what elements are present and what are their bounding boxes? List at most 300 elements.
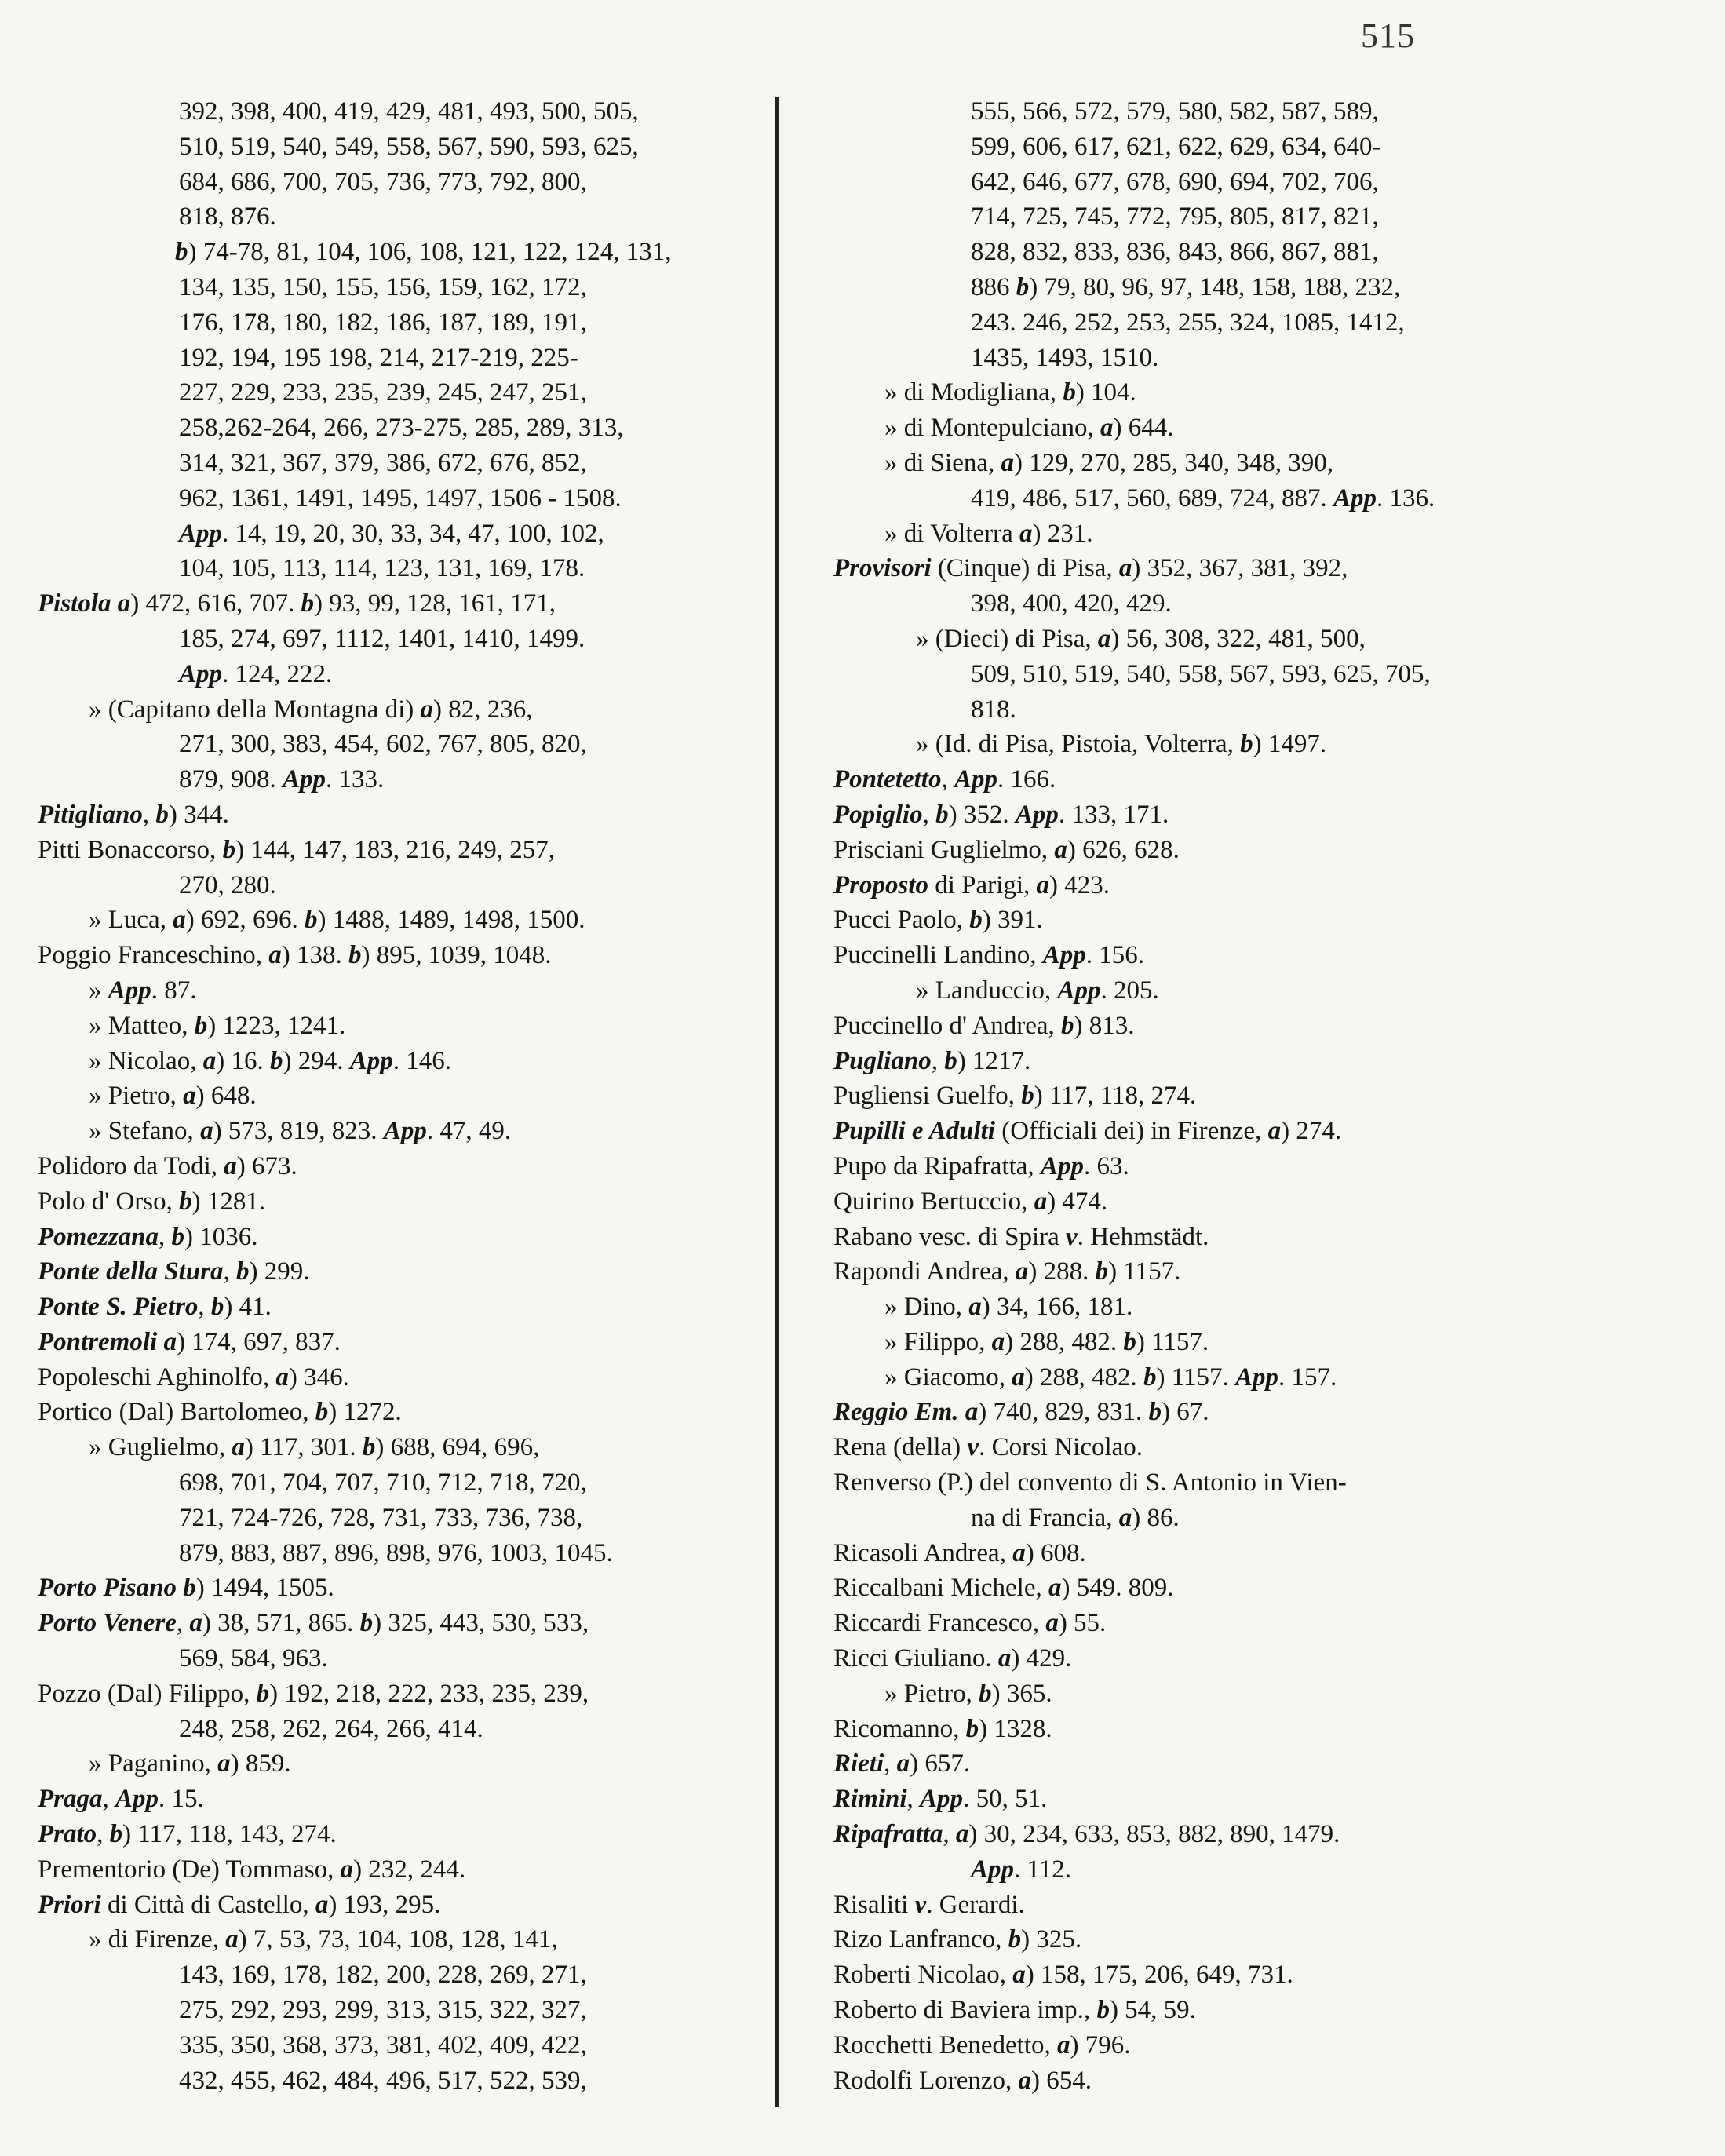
index-text: Puccinelli Landino, — [833, 941, 1043, 970]
index-text: ) 56, 308, 322, 481, 500, — [1110, 624, 1366, 653]
index-text: Polidoro da Todi, — [38, 1151, 224, 1180]
index-text: » di Siena, — [884, 448, 1001, 477]
index-term: App — [179, 659, 223, 688]
index-term: b — [1096, 1996, 1110, 2025]
index-term: a — [1118, 1503, 1132, 1532]
index-text: ) 158, 175, 206, 649, 731. — [1025, 1961, 1293, 1990]
index-text: Pucci Paolo, — [833, 906, 970, 935]
index-term: Proposto — [833, 870, 929, 899]
index-line-left — [38, 94, 775, 130]
index-text: ) 429. — [1011, 1644, 1072, 1673]
index-text: 510, 519, 540, 549, 558, 567, 590, 593, 625, — [179, 132, 639, 161]
index-term: Porto Pisano — [38, 1574, 177, 1603]
index-term: b — [1143, 1363, 1157, 1392]
index-line-right — [833, 1712, 1697, 1747]
index-line-right — [833, 1817, 1697, 1852]
index-text: Puccinello d' Andrea, — [833, 1011, 1062, 1040]
index-term: b — [175, 238, 188, 267]
index-term: Pomezzana — [38, 1222, 159, 1251]
index-text: ) 472, 616, 707. — [130, 589, 301, 618]
index-text: na di Francia, — [971, 1503, 1119, 1532]
index-line-left — [38, 1254, 775, 1290]
index-term: b — [155, 800, 169, 829]
index-text: » Stefano, — [89, 1117, 201, 1146]
index-line-right — [833, 1078, 1697, 1114]
index-text: Pupo da Ripafratta, — [833, 1151, 1041, 1180]
index-text: ) 1272. — [328, 1398, 402, 1427]
index-line-right — [833, 903, 1697, 938]
index-line-right — [833, 1009, 1697, 1044]
index-line-right — [833, 833, 1697, 868]
index-text: , — [102, 1785, 115, 1814]
index-text: . 133, 171. — [1058, 800, 1169, 829]
index-text: , — [142, 800, 156, 829]
index-line-right — [833, 235, 1697, 270]
index-term: App — [1015, 800, 1059, 829]
index-line-left — [38, 270, 775, 305]
index-line-left — [38, 1395, 775, 1430]
index-term: b — [1123, 1327, 1136, 1356]
index-text: Prisciani Guglielmo, — [833, 835, 1055, 864]
index-term: App — [1234, 1363, 1278, 1392]
index-text: 886 — [971, 272, 1016, 301]
index-line-right — [833, 481, 1697, 516]
index-term: Priori — [38, 1890, 101, 1919]
index-text: ) 192, 218, 222, 233, 235, 239, — [269, 1679, 589, 1708]
index-line-left — [38, 410, 775, 446]
index-text: Rabano vesc. di Spira — [833, 1222, 1067, 1251]
index-text: Polo d' Orso, — [38, 1187, 180, 1216]
index-line-right — [833, 270, 1697, 305]
index-text: 185, 274, 697, 1112, 1401, 1410, 1499. — [179, 624, 585, 653]
index-line-left — [38, 657, 775, 692]
index-text: » Landuccio, — [916, 976, 1058, 1005]
index-text: . 63. — [1083, 1151, 1129, 1180]
index-text: ) 1223, 1241. — [207, 1011, 346, 1040]
index-line-left — [38, 1888, 775, 1923]
index-term: App — [349, 1046, 393, 1075]
index-text: 275, 292, 293, 299, 313, 315, 322, 327, — [179, 1996, 587, 2025]
index-text: » (Dieci) di Pisa, — [916, 624, 1098, 653]
index-term: App — [283, 765, 326, 794]
index-term: Praga — [38, 1785, 103, 1814]
index-term: Pistola — [38, 589, 111, 618]
index-line-right — [833, 622, 1697, 657]
index-text: ) 344. — [168, 800, 229, 829]
index-line-left — [38, 551, 775, 586]
index-line-left — [38, 1501, 775, 1536]
index-line-right — [833, 551, 1697, 586]
index-text: Risaliti — [833, 1890, 915, 1919]
index-term: Reggio Em. — [833, 1398, 959, 1427]
index-line-right — [833, 1993, 1697, 2028]
index-text: » Guglielmo, — [89, 1433, 232, 1462]
index-text: 227, 229, 233, 235, 239, 245, 247, 251, — [179, 378, 587, 407]
index-term: a — [340, 1855, 354, 1884]
index-term: App — [1040, 1151, 1084, 1180]
index-text: . 47, 49. — [426, 1117, 512, 1146]
index-line-left — [38, 1852, 775, 1888]
index-line-left — [38, 516, 775, 552]
index-text: ) 549. 809. — [1061, 1574, 1174, 1603]
index-text: ) 644. — [1113, 414, 1174, 443]
index-line-left — [38, 727, 775, 762]
index-text: 392, 398, 400, 419, 429, 481, 493, 500, 505, — [179, 97, 639, 126]
index-line-right — [833, 1606, 1697, 1641]
index-line-right — [833, 375, 1697, 410]
index-line-left — [38, 938, 775, 973]
index-term: a — [225, 1925, 239, 1954]
index-term: a — [232, 1433, 245, 1462]
index-text: , — [223, 1257, 237, 1286]
index-text: 419, 486, 517, 560, 689, 724, 887. — [971, 483, 1333, 513]
index-text: 698, 701, 704, 707, 710, 712, 718, 720, — [179, 1468, 587, 1498]
index-line-right — [833, 797, 1697, 833]
index-line-left — [38, 165, 775, 200]
index-line-left — [38, 586, 775, 622]
index-term: b — [1061, 1011, 1074, 1040]
index-term: b — [362, 1433, 376, 1462]
index-line-left — [38, 1149, 775, 1184]
index-text: 176, 178, 180, 182, 186, 187, 189, 191, — [179, 308, 587, 337]
index-line-right — [833, 1746, 1697, 1782]
index-text: ) 740, 829, 831. — [978, 1398, 1149, 1427]
index-text: 314, 321, 367, 379, 386, 672, 676, 852, — [179, 448, 587, 477]
index-text: » Pietro, — [89, 1082, 184, 1111]
index-line-left — [38, 1290, 775, 1325]
index-text: di Parigi, — [928, 870, 1037, 899]
index-text: ) 1497. — [1253, 730, 1327, 759]
index-line-left — [38, 481, 775, 516]
index-term: b — [1016, 272, 1030, 301]
index-term: App — [383, 1117, 427, 1146]
index-text: ) 144, 147, 183, 216, 249, 257, — [235, 835, 556, 864]
index-text: Riccalbani Michele, — [833, 1574, 1048, 1603]
index-line-left — [38, 692, 775, 728]
index-term: b — [236, 1257, 250, 1286]
index-line-right — [833, 1114, 1697, 1149]
index-text: 599, 606, 617, 621, 622, 629, 634, 640- — [971, 132, 1381, 161]
index-text: , — [943, 1820, 956, 1849]
index-text: » di Firenze, — [89, 1925, 226, 1954]
index-text: . 15. — [159, 1785, 204, 1814]
index-text: 569, 584, 963. — [179, 1644, 328, 1673]
index-term: b — [1148, 1398, 1162, 1427]
index-term: b — [965, 1714, 979, 1743]
index-line-left — [38, 1746, 775, 1782]
index-term: a — [896, 1749, 910, 1778]
index-term: a — [1012, 1961, 1026, 1990]
index-term: b — [969, 906, 983, 935]
index-text: » di Volterra — [884, 519, 1020, 548]
index-text: 335, 350, 368, 373, 381, 402, 409, 422, — [179, 2030, 587, 2059]
index-text: ) 288, 482. — [1005, 1327, 1124, 1356]
index-text: ) 688, 694, 696, — [375, 1433, 540, 1462]
index-term: App — [179, 519, 223, 548]
index-term: b — [304, 906, 318, 935]
index-term: a — [1001, 448, 1014, 477]
index-line-left — [38, 833, 775, 868]
index-line-right — [833, 1395, 1697, 1430]
index-text: 243. 246, 252, 253, 255, 324, 1085, 1412, — [971, 308, 1405, 337]
index-text: Ricomanno, — [833, 1714, 966, 1743]
index-term: a — [1057, 2030, 1070, 2059]
index-term: Provisori — [833, 554, 932, 583]
index-term: App — [920, 1785, 964, 1814]
index-text: 714, 725, 745, 772, 795, 805, 817, 821, — [971, 202, 1379, 232]
index-term: a — [1097, 624, 1111, 653]
index-line-left — [38, 973, 775, 1009]
index-term: a — [1054, 835, 1067, 864]
index-text: ) 657. — [910, 1749, 971, 1778]
index-term: a — [955, 1820, 969, 1849]
index-term: Rimini — [833, 1785, 907, 1814]
index-text: ) 391. — [982, 906, 1043, 935]
index-line-right — [833, 1465, 1697, 1501]
index-term: a — [200, 1117, 213, 1146]
index-text: Rizo Lanfranco, — [833, 1925, 1008, 1954]
index-text: » Filippo, — [884, 1327, 992, 1356]
index-term: Pugliano — [833, 1046, 932, 1075]
index-line-right — [833, 305, 1697, 341]
index-term: b — [109, 1820, 123, 1849]
index-line-left — [38, 1676, 775, 1712]
index-text: » Paganino, — [89, 1749, 218, 1778]
index-text: . Hehmstädt. — [1077, 1222, 1209, 1251]
index-line-left — [38, 2028, 775, 2063]
index-line-right — [833, 657, 1697, 692]
index-line-left — [38, 1957, 775, 1993]
index-term: b — [210, 1293, 224, 1322]
index-line-right — [833, 1325, 1697, 1360]
index-line-right — [833, 1430, 1697, 1465]
index-term: b — [301, 589, 315, 618]
index-text: ) 82, 236, — [432, 695, 533, 724]
index-text: ) 294. — [283, 1046, 350, 1075]
index-line-left — [38, 1641, 775, 1676]
index-text: , — [159, 1222, 172, 1251]
index-text: ) 7, 53, 73, 104, 108, 128, 141, — [238, 1925, 558, 1954]
index-term: a — [224, 1151, 237, 1180]
index-text: Portico (Dal) Bartolomeo, — [38, 1398, 315, 1427]
index-text: . 205. — [1100, 976, 1159, 1005]
index-term: b — [979, 1679, 992, 1708]
index-text: . 124, 222. — [222, 659, 333, 688]
index-text: 642, 646, 677, 678, 690, 694, 702, 706, — [971, 167, 1379, 196]
index-term: App — [954, 765, 997, 794]
index-text: ) 423. — [1049, 870, 1110, 899]
index-line-left — [38, 762, 775, 797]
index-term: b — [935, 800, 949, 829]
index-term: Ripafratta — [833, 1820, 943, 1849]
index-line-left — [38, 1360, 775, 1395]
index-line-left — [38, 797, 775, 833]
index-text: ) 1157. — [1136, 1327, 1209, 1356]
index-text: Rena (della) — [833, 1433, 968, 1462]
index-term: a — [420, 695, 433, 724]
index-text: ) 573, 819, 823. — [213, 1117, 384, 1146]
index-text: ) 813. — [1074, 1011, 1135, 1040]
index-text: ) 288, 482. — [1024, 1363, 1143, 1392]
index-text: . 87. — [151, 976, 197, 1005]
index-text: 818, 876. — [179, 202, 276, 232]
index-text: 721, 724-726, 728, 731, 733, 736, 738, — [179, 1503, 583, 1532]
index-text: » di Modigliana, — [884, 378, 1063, 407]
index-text: 104, 105, 113, 114, 123, 131, 169, 178. — [179, 554, 585, 583]
index-line-left — [38, 1536, 775, 1571]
index-text: Prementorio (De) Tommaso, — [38, 1855, 341, 1884]
index-term: a — [1036, 870, 1050, 899]
index-line-right — [833, 199, 1697, 235]
index-line-left — [38, 1606, 775, 1641]
index-term: a — [965, 1398, 979, 1427]
index-text: ) 346. — [288, 1363, 349, 1392]
index-text: 684, 686, 700, 705, 736, 773, 792, 800, — [179, 167, 587, 196]
index-text: ) 41. — [224, 1293, 272, 1322]
index-text: ) 1328. — [979, 1714, 1052, 1743]
index-term: b — [359, 1609, 374, 1638]
index-text: 192, 194, 195 198, 214, 217-219, 225- — [179, 343, 578, 372]
index-text: Pugliensi Guelfo, — [833, 1082, 1022, 1111]
index-text: 270, 280. — [179, 870, 276, 899]
index-text: Ricci Giuliano. — [833, 1644, 998, 1673]
index-term: b — [269, 1046, 283, 1075]
index-text: . 156. — [1085, 941, 1144, 970]
index-text: . 136. — [1377, 483, 1435, 513]
index-text: . 166. — [997, 765, 1056, 794]
index-text: ) 34, 166, 181. — [981, 1293, 1133, 1322]
index-term: a — [275, 1363, 289, 1392]
index-text — [177, 1574, 183, 1602]
index-term: Rieti — [833, 1749, 884, 1778]
index-term: a — [202, 1046, 217, 1075]
index-text: ) 16. — [216, 1046, 270, 1075]
index-term: a — [173, 906, 186, 935]
index-term: a — [268, 941, 282, 970]
index-line-right — [833, 130, 1697, 165]
index-line-right — [833, 446, 1697, 481]
index-term: App — [1042, 941, 1086, 970]
index-term: b — [194, 1011, 208, 1040]
index-term: b — [944, 1046, 957, 1075]
index-text: ) 654. — [1031, 2066, 1092, 2095]
index-line-left — [38, 341, 775, 376]
index-line-left — [38, 1465, 775, 1501]
index-text: ) 859. — [230, 1749, 291, 1778]
index-text: ) 1488, 1489, 1498, 1500. — [317, 906, 585, 935]
index-text: ) 117, 118, 274. — [1034, 1082, 1197, 1111]
index-text: Rapondi Andrea, — [833, 1257, 1016, 1286]
index-text: 134, 135, 150, 155, 156, 159, 162, 172, — [179, 272, 587, 301]
index-term: a — [111, 589, 131, 618]
index-term: a — [968, 1293, 982, 1322]
index-text: 1435, 1493, 1510. — [971, 343, 1159, 372]
index-term: a — [1015, 1257, 1029, 1286]
index-line-right — [833, 973, 1697, 1009]
index-term: a — [1012, 1363, 1025, 1392]
index-line-left — [38, 1114, 775, 1149]
index-text: ) 38, 571, 865. — [202, 1609, 360, 1638]
index-text: ) 79, 80, 96, 97, 148, 158, 188, 232, — [1029, 272, 1401, 301]
index-column-left — [38, 94, 775, 2098]
index-text: ) 30, 234, 633, 853, 882, 890, 1479. — [968, 1820, 1340, 1849]
index-term: a — [1034, 1187, 1048, 1216]
index-text: ) 648. — [195, 1082, 257, 1111]
index-text: ) 117, 118, 143, 274. — [122, 1820, 337, 1849]
index-term: v — [967, 1433, 979, 1462]
index-line-right — [833, 692, 1697, 728]
index-term: a — [189, 1609, 202, 1638]
index-term: Prato — [38, 1820, 97, 1849]
index-term: a — [1118, 554, 1132, 583]
index-text: . 133. — [326, 765, 385, 794]
index-line-left — [38, 1184, 775, 1220]
index-text: ) 474. — [1047, 1187, 1108, 1216]
index-text: Popoleschi Aghinolfo, — [38, 1363, 276, 1392]
index-line-right — [833, 516, 1697, 552]
index-line-left — [38, 235, 775, 270]
column-divider — [775, 97, 779, 2107]
index-line-right — [833, 1957, 1697, 1993]
index-text: » (Id. di Pisa, Pistoia, Volterra, — [916, 730, 1241, 759]
index-line-right — [833, 1254, 1697, 1290]
index-text: ) 692, 696. — [185, 906, 305, 935]
index-term: b — [1021, 1082, 1034, 1111]
index-text: ) 138. — [281, 941, 348, 970]
index-term: App — [1057, 976, 1101, 1005]
index-text: ) 86. — [1132, 1503, 1180, 1532]
index-line-left — [38, 446, 775, 481]
index-term: Pontetetto — [833, 765, 942, 794]
index-text: di Città di Castello, — [100, 1890, 315, 1919]
index-line-right — [833, 2028, 1697, 2063]
index-term: a — [1100, 414, 1114, 443]
index-text: » Nicolao, — [89, 1046, 203, 1075]
index-line-right — [833, 1782, 1697, 1817]
index-text: . 112. — [1014, 1855, 1072, 1884]
index-text: ) 1217. — [957, 1046, 1031, 1075]
index-text: ) 895, 1039, 1048. — [361, 941, 552, 970]
index-text: 248, 258, 262, 264, 266, 414. — [179, 1714, 483, 1743]
index-text: ) 232, 244. — [353, 1855, 466, 1884]
index-line-left — [38, 2063, 775, 2099]
index-text: ) 1494, 1505. — [195, 1574, 334, 1603]
index-line-left — [38, 868, 775, 903]
index-text: , — [198, 1293, 211, 1322]
index-text: 828, 832, 833, 836, 843, 866, 867, 881, — [971, 238, 1379, 267]
index-text: ) 55. — [1058, 1609, 1107, 1638]
index-text: . Corsi Nicolao. — [979, 1433, 1143, 1462]
index-term: b — [171, 1222, 185, 1251]
index-text: 962, 1361, 1491, 1495, 1497, 1506 - 1508. — [179, 483, 622, 513]
index-line-left — [38, 1782, 775, 1817]
index-line-left — [38, 1570, 775, 1606]
index-line-left — [38, 1009, 775, 1044]
index-text: ) 299. — [249, 1257, 310, 1286]
index-text: 398, 400, 420, 429. — [971, 589, 1172, 618]
index-text: ) 54, 59. — [1109, 1996, 1196, 2025]
index-text: 555, 566, 572, 579, 580, 582, 587, 589, — [971, 97, 1379, 126]
index-term: b — [222, 835, 236, 864]
index-text: . Gerardi. — [926, 1890, 1025, 1919]
index-text: Rodolfi Lorenzo, — [833, 2066, 1019, 2095]
index-text: 143, 169, 178, 182, 200, 228, 269, 271, — [179, 1961, 587, 1990]
index-line-left — [38, 375, 775, 410]
index-text: ) 1036. — [184, 1222, 258, 1251]
index-term: v — [914, 1890, 927, 1919]
index-text: ) 74-78, 81, 104, 106, 108, 121, 122, 124, 131, — [188, 238, 672, 267]
index-term: a — [991, 1327, 1005, 1356]
